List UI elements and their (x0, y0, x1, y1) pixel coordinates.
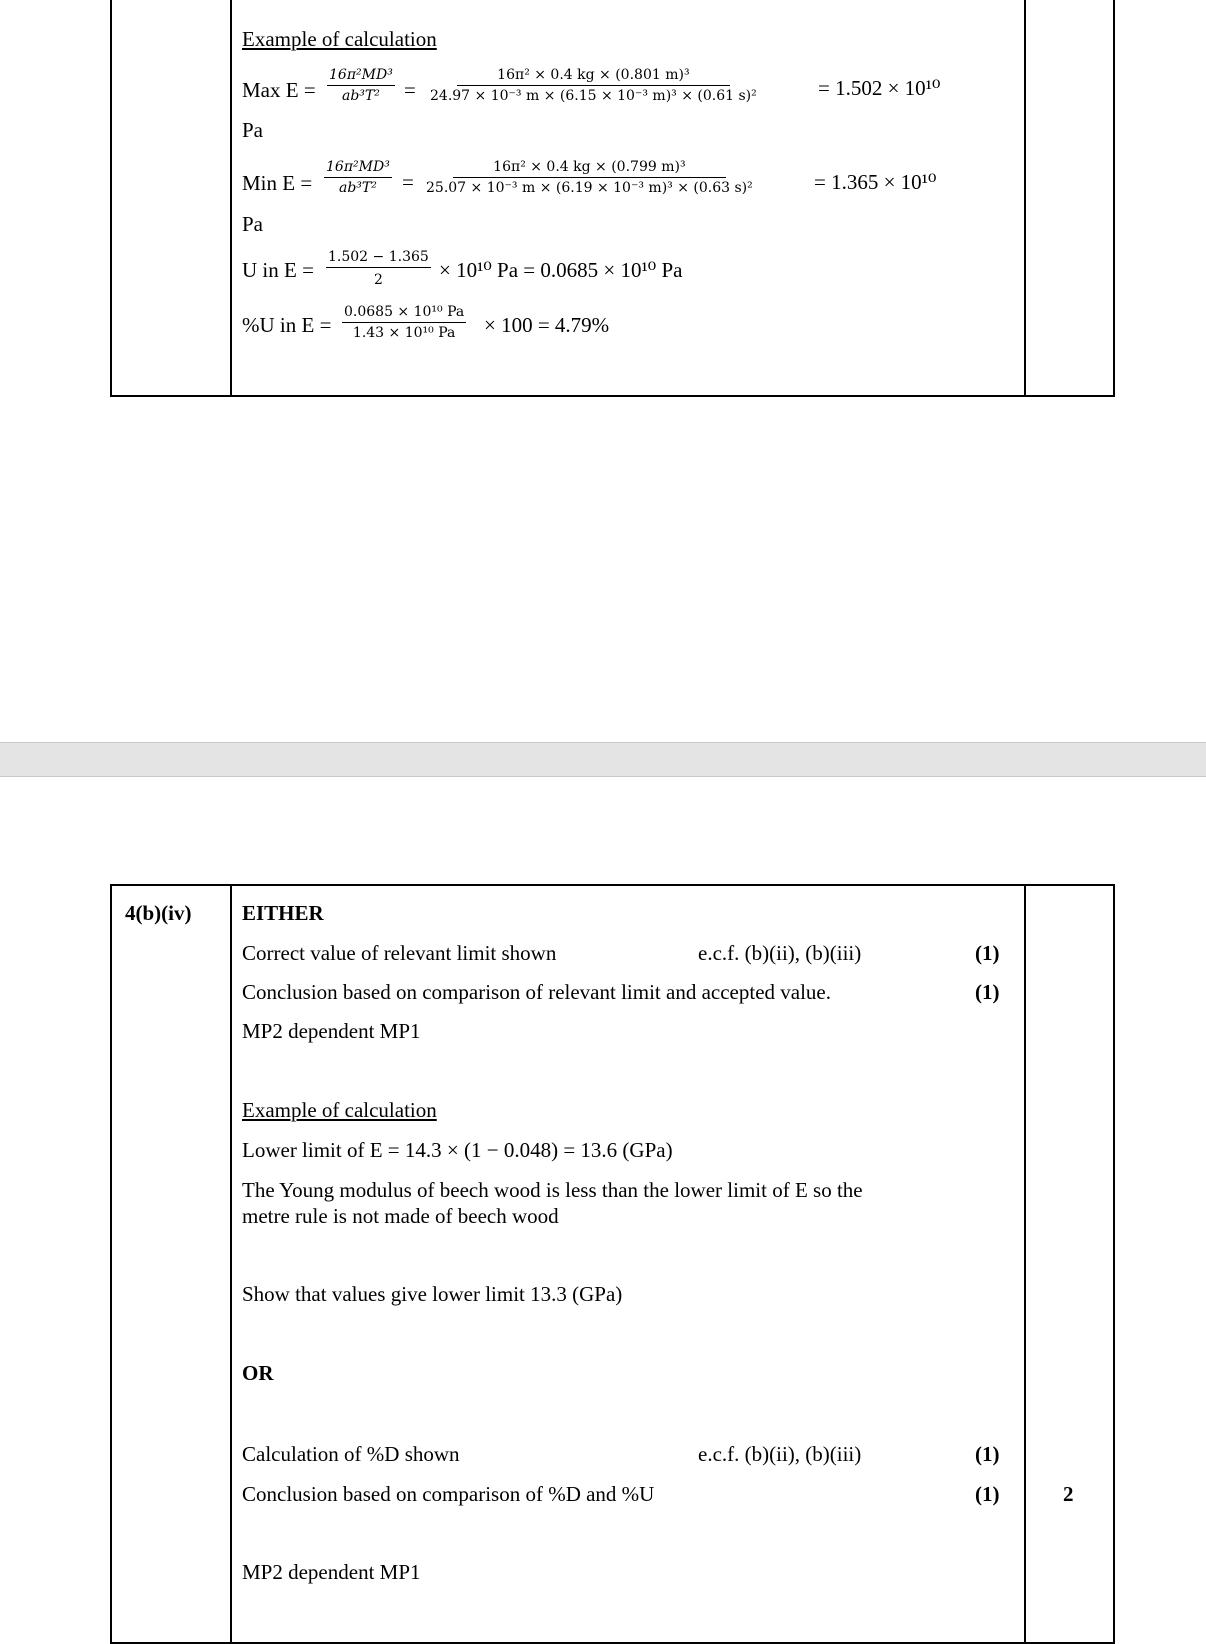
pct-u-numerator: 0.0685 × 10¹⁰ Pa (342, 304, 466, 323)
marking-point-4: Conclusion based on comparison of %D and %U (242, 1482, 655, 1506)
pct-u-label: %U in E = (242, 313, 332, 337)
marking-point-4-mark: (1) (975, 1482, 1000, 1506)
dependency-note-1: MP2 dependent MP1 (242, 1019, 421, 1043)
conclusion-line-1: The Young modulus of beech wood is less than the lower limit of E so the (242, 1178, 863, 1202)
pct-u-denominator: 1.43 × 10¹⁰ Pa (352, 325, 456, 341)
max-e-values-numerator: 16π² × 0.4 kg × (0.801 m)³ (457, 67, 729, 86)
column-divider-left (230, 886, 232, 1642)
mark-scheme-table-top (110, 0, 1115, 397)
lower-limit-calculation: Lower limit of E = 14.3 × (1 − 0.048) = 13.6 (GPa) (242, 1138, 673, 1162)
show-that-note: Show that values give lower limit 13.3 (GPa) (242, 1282, 623, 1306)
column-divider-left (230, 0, 232, 395)
min-e-result: = 1.365 × 10¹⁰ (814, 170, 937, 194)
max-e-unit: Pa (242, 118, 263, 142)
page-2 (0, 777, 1206, 1626)
page-separator (0, 742, 1206, 777)
min-e-equals: = (402, 170, 414, 194)
column-divider-right (1024, 0, 1026, 395)
u-in-e-numerator: 1.502 − 1.365 (326, 249, 431, 268)
max-e-result: = 1.502 × 10¹⁰ (818, 76, 941, 100)
max-e-values-denominator: 24.97 × 10⁻³ m × (6.15 × 10⁻³ m)³ × (0.61 s)² (430, 88, 757, 104)
total-marks: 2 (1063, 1482, 1074, 1506)
dependency-note-2: MP2 dependent MP1 (242, 1560, 421, 1584)
min-e-values-numerator: 16π² × 0.4 kg × (0.799 m)³ (453, 159, 725, 178)
marking-point-1-mark: (1) (975, 941, 1000, 965)
marking-point-1-ecf: e.c.f. (b)(ii), (b)(iii) (698, 941, 862, 965)
marking-point-3-mark: (1) (975, 1442, 1000, 1466)
u-in-e-label: U in E = (242, 258, 314, 282)
max-e-formula-denominator: ab³T² (341, 88, 380, 104)
conclusion-line-2: metre rule is not made of beech wood (242, 1204, 559, 1228)
min-e-label: Min E = (242, 171, 313, 195)
max-e-formula-numerator: 16π²MD³ (327, 67, 395, 86)
min-e-unit: Pa (242, 212, 263, 236)
u-in-e-denominator: 2 (373, 272, 383, 288)
pct-u-result: × 100 = 4.79% (484, 313, 610, 337)
marking-point-1: Correct value of relevant limit shown (242, 941, 557, 965)
or-heading: OR (242, 1361, 274, 1385)
max-e-formula (327, 67, 395, 104)
marking-point-2: Conclusion based on comparison of relevant limit and accepted value. (242, 980, 831, 1004)
max-e-label: Max E = (242, 78, 316, 102)
min-e-formula (324, 159, 392, 196)
marking-point-2-mark: (1) (975, 980, 1000, 1004)
min-e-formula-denominator: ab³T² (338, 180, 377, 196)
min-e-formula-numerator: 16π²MD³ (324, 159, 392, 178)
min-e-values (424, 159, 755, 196)
pct-u-fraction (342, 304, 466, 341)
marking-point-3: Calculation of %D shown (242, 1442, 460, 1466)
min-e-values-denominator: 25.07 × 10⁻³ m × (6.19 × 10⁻³ m)³ × (0.63 s)² (426, 180, 753, 196)
max-e-equals: = (404, 78, 416, 102)
max-e-values (428, 67, 759, 104)
u-in-e-result: × 10¹⁰ Pa = 0.0685 × 10¹⁰ Pa (439, 258, 683, 282)
either-heading: EITHER (242, 901, 324, 925)
u-in-e-fraction (326, 249, 431, 288)
marking-point-3-ecf: e.c.f. (b)(ii), (b)(iii) (698, 1442, 862, 1466)
page-1 (0, 0, 1206, 742)
column-divider-right (1024, 886, 1026, 1642)
example-heading-2: Example of calculation (242, 1098, 437, 1122)
question-number: 4(b)(iv) (125, 901, 192, 925)
example-heading: Example of calculation (242, 27, 437, 51)
